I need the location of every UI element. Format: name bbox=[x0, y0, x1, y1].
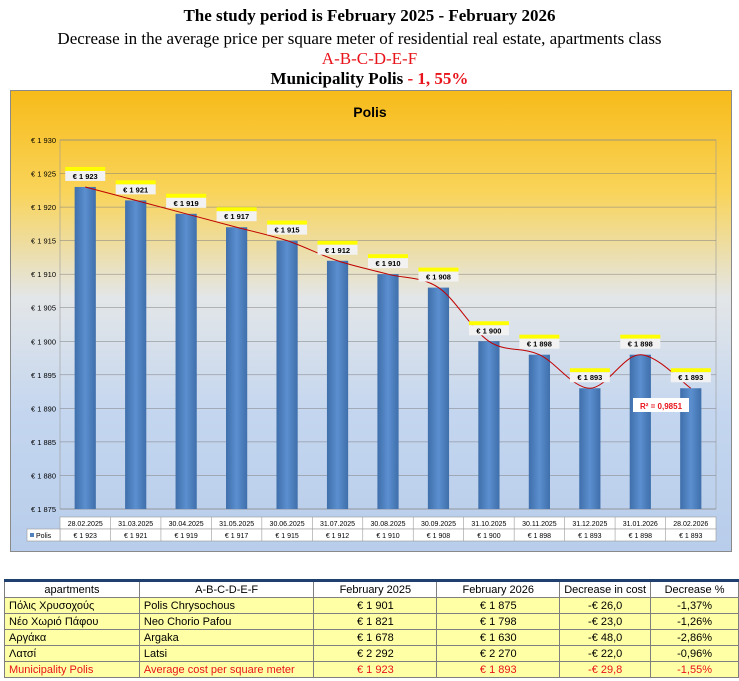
x-tick-label: 31.05.2025 bbox=[219, 521, 255, 528]
bar bbox=[75, 187, 96, 509]
data-table-value: € 1 912 bbox=[325, 533, 350, 540]
y-tick-label: € 1 875 bbox=[30, 505, 56, 514]
x-tick-label: 31.12.2025 bbox=[572, 521, 608, 528]
x-tick-label: 30.11.2025 bbox=[522, 521, 557, 528]
y-tick-label: € 1 905 bbox=[30, 303, 56, 313]
value-label bbox=[318, 241, 358, 255]
value-label bbox=[267, 221, 307, 235]
cell-class: Polis Chrysochous bbox=[139, 598, 314, 614]
value-label bbox=[65, 167, 105, 181]
cell-feb-2026: € 2 270 bbox=[437, 646, 560, 662]
value-label bbox=[418, 268, 458, 282]
x-tick-label: 30.08.2025 bbox=[370, 521, 406, 528]
value-label bbox=[217, 207, 257, 221]
y-tick-label: € 1 885 bbox=[30, 437, 56, 447]
header-apartments: apartments bbox=[5, 581, 140, 598]
cell-decrease-pct: -1,37% bbox=[651, 598, 739, 614]
legend-swatch bbox=[30, 533, 34, 537]
municipality-heading bbox=[0, 69, 739, 89]
data-table-value: € 1 923 bbox=[73, 533, 97, 540]
y-tick-label: € 1 900 bbox=[30, 337, 56, 347]
header-class: A-B-C-D-E-F bbox=[139, 581, 314, 598]
value-label-text: € 1 923 bbox=[72, 171, 98, 181]
value-label-text: € 1 912 bbox=[325, 245, 351, 255]
cell-feb-2026: € 1 893 bbox=[437, 662, 560, 678]
cell-decrease-cost: -€ 29,8 bbox=[560, 662, 651, 678]
x-tick-label: 30.09.2025 bbox=[420, 521, 456, 528]
x-tick-label: 31.07.2025 bbox=[320, 521, 356, 528]
cell-decrease-pct: -1,26% bbox=[651, 614, 739, 630]
bar bbox=[125, 200, 146, 509]
cell-feb-2026: € 1 798 bbox=[437, 614, 560, 630]
value-label-text: € 1 908 bbox=[425, 272, 451, 282]
data-table-value: € 1 900 bbox=[477, 533, 501, 540]
cell-apartments: Νέο Χωριό Πάφου bbox=[5, 614, 140, 630]
price-chart bbox=[10, 90, 732, 552]
value-label-text: € 1 917 bbox=[224, 212, 250, 222]
data-table-value: € 1 898 bbox=[628, 533, 652, 540]
cell-feb-2026: € 1 875 bbox=[437, 598, 560, 614]
chart-title: Polis bbox=[353, 104, 387, 120]
cell-class: Argaka bbox=[139, 630, 314, 646]
bar bbox=[630, 355, 651, 509]
value-label bbox=[116, 180, 156, 194]
y-tick-label: € 1 880 bbox=[30, 471, 56, 481]
y-tick-label: € 1 930 bbox=[30, 136, 56, 145]
bar bbox=[176, 214, 197, 509]
y-tick-label: € 1 895 bbox=[30, 370, 56, 380]
chart-background bbox=[11, 91, 732, 552]
study-period-title: The study period is February 2025 - February 2026 bbox=[183, 6, 556, 25]
x-tick-label: 30.06.2025 bbox=[269, 521, 305, 528]
cell-apartments: Πόλις Χρυσοχούς bbox=[5, 598, 140, 614]
value-label-text: € 1 898 bbox=[526, 339, 552, 349]
cell-feb-2025: € 2 292 bbox=[314, 646, 437, 662]
cell-class: Average cost per square meter bbox=[139, 662, 314, 678]
cell-feb-2025: € 1 821 bbox=[314, 614, 437, 630]
data-table-value: € 1 917 bbox=[224, 533, 249, 540]
value-label bbox=[671, 368, 711, 382]
value-label bbox=[469, 321, 509, 335]
municipality-change: - 1, 55% bbox=[403, 69, 469, 88]
table-row bbox=[5, 614, 739, 630]
cell-class: Neo Chorio Pafou bbox=[139, 614, 314, 630]
bar bbox=[579, 388, 600, 509]
bar bbox=[226, 227, 247, 509]
data-table-value: € 1 893 bbox=[679, 533, 703, 540]
table-row bbox=[5, 630, 739, 646]
cell-decrease-pct: -0,96% bbox=[651, 646, 739, 662]
value-label bbox=[166, 194, 206, 208]
x-tick-label: 28.02.2026 bbox=[673, 521, 709, 528]
value-label-text: € 1 893 bbox=[678, 373, 704, 383]
subtitle: Decrease in the average price per square meter of residential real estate, apartments class bbox=[57, 29, 662, 48]
x-tick-label: 31.10.2025 bbox=[471, 521, 507, 528]
bar bbox=[276, 241, 297, 509]
data-table-value: € 1 919 bbox=[174, 533, 198, 540]
cell-apartments: Αργάκα bbox=[5, 630, 140, 646]
table-row bbox=[5, 646, 739, 662]
data-table-value: € 1 915 bbox=[275, 533, 299, 540]
data-table-value: € 1 910 bbox=[376, 533, 400, 540]
value-label-text: € 1 893 bbox=[577, 373, 603, 383]
bar bbox=[529, 355, 550, 509]
municipality-name: Municipality Polis bbox=[270, 69, 404, 88]
value-label-text: € 1 910 bbox=[375, 259, 401, 269]
legend-label: Polis bbox=[36, 533, 52, 540]
value-label bbox=[620, 335, 660, 349]
cell-decrease-cost: -€ 22,0 bbox=[560, 646, 651, 662]
cell-class: Latsi bbox=[139, 646, 314, 662]
cell-feb-2025: € 1 923 bbox=[314, 662, 437, 678]
cell-decrease-cost: -€ 48,0 bbox=[560, 630, 651, 646]
r2-text: R² = 0,9851 bbox=[639, 402, 683, 411]
data-table-value: € 1 921 bbox=[124, 533, 148, 540]
bar bbox=[327, 261, 348, 509]
x-tick-label: 31.01.2026 bbox=[622, 521, 658, 528]
data-table-value: € 1 908 bbox=[426, 533, 451, 540]
cell-decrease-cost: -€ 23,0 bbox=[560, 614, 651, 630]
data-table-value: € 1 898 bbox=[527, 533, 552, 540]
cell-apartments: Λατσί bbox=[5, 646, 140, 662]
y-tick-label: € 1 910 bbox=[30, 270, 56, 280]
bar bbox=[478, 341, 499, 509]
cell-apartments: Municipality Polis bbox=[5, 662, 140, 678]
value-label-text: € 1 921 bbox=[123, 185, 149, 195]
y-tick-label: € 1 925 bbox=[30, 169, 56, 179]
bar bbox=[377, 274, 398, 509]
cell-feb-2026: € 1 630 bbox=[437, 630, 560, 646]
header-decrease-pct: Decrease % bbox=[651, 581, 739, 598]
x-tick-label: 31.03.2025 bbox=[118, 521, 154, 528]
value-label-text: € 1 900 bbox=[476, 326, 502, 336]
x-tick-label: 28.02.2025 bbox=[67, 521, 103, 528]
header-feb-2026: February 2026 bbox=[437, 581, 560, 598]
cell-decrease-pct: -1,55% bbox=[651, 662, 739, 678]
value-label-text: € 1 915 bbox=[274, 225, 300, 235]
value-label bbox=[368, 254, 408, 268]
cell-feb-2025: € 1 678 bbox=[314, 630, 437, 646]
x-tick-label: 30.04.2025 bbox=[168, 521, 204, 528]
y-tick-label: € 1 915 bbox=[30, 236, 56, 246]
r2-label bbox=[633, 398, 689, 412]
table-header-row bbox=[5, 581, 739, 598]
value-label-text: € 1 898 bbox=[627, 339, 653, 349]
y-tick-label: € 1 920 bbox=[30, 203, 56, 213]
data-table-value: € 1 893 bbox=[578, 533, 602, 540]
y-tick-label: € 1 890 bbox=[30, 404, 56, 414]
cell-decrease-cost: -€ 26,0 bbox=[560, 598, 651, 614]
table-row bbox=[5, 598, 739, 614]
value-label bbox=[519, 335, 559, 349]
cell-feb-2025: € 1 901 bbox=[314, 598, 437, 614]
cell-decrease-pct: -2,86% bbox=[651, 630, 739, 646]
value-label bbox=[570, 368, 610, 382]
value-label-text: € 1 919 bbox=[173, 198, 199, 208]
header-feb-2025: February 2025 bbox=[314, 581, 437, 598]
table-row-average bbox=[5, 662, 739, 678]
class-label: A-B-C-D-E-F bbox=[321, 49, 418, 68]
summary-table bbox=[4, 579, 739, 678]
header-decrease-cost: Decrease in cost bbox=[560, 581, 651, 598]
bar bbox=[428, 288, 449, 509]
